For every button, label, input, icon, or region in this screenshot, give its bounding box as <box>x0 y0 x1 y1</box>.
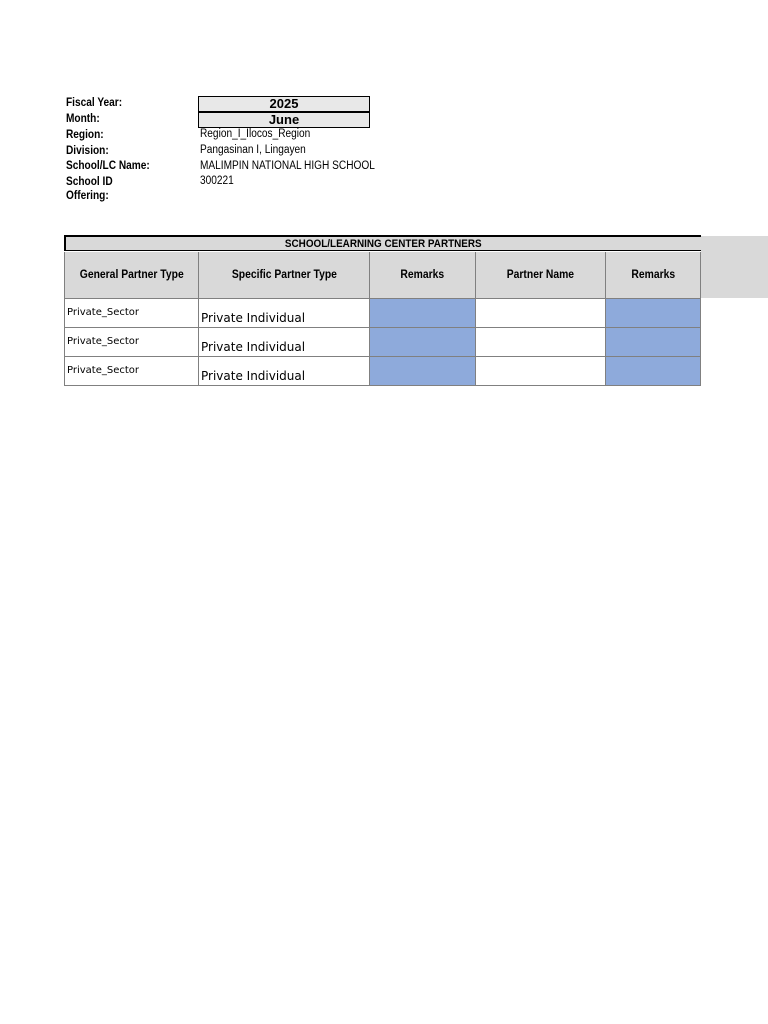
row-1-general-type[interactable]: Private_Sector <box>65 299 199 328</box>
row-1-partner-name[interactable] <box>476 299 606 328</box>
school-name-value: MALIMPIN NATIONAL HIGH SCHOOL <box>200 160 375 172</box>
header-remarks-2: Remarks <box>606 252 701 299</box>
header-specific-partner-type: Specific Partner Type <box>199 252 370 299</box>
row-3-general-type[interactable]: Private_Sector <box>65 357 199 386</box>
fiscal-year-field[interactable]: 2025 <box>198 96 370 112</box>
table-title-text: SCHOOL/LEARNING CENTER PARTNERS <box>285 238 482 250</box>
division-label: Division: <box>66 145 109 157</box>
header-remarks-1: Remarks <box>370 252 476 299</box>
row-2-partner-name[interactable] <box>476 328 606 357</box>
row-3-remarks-2[interactable] <box>606 357 701 386</box>
school-id-value: 300221 <box>200 175 234 187</box>
header-fill-extension <box>701 236 768 298</box>
month-label: Month: <box>66 113 100 125</box>
region-label: Region: <box>66 129 104 141</box>
fiscal-year-label: Fiscal Year: <box>66 97 123 109</box>
row-2-specific-type[interactable]: Private Individual <box>199 328 370 357</box>
school-id-label: School ID <box>66 176 113 188</box>
row-1-specific-type[interactable]: Private Individual <box>199 299 370 328</box>
region-value: Region_I_Ilocos_Region <box>200 128 311 140</box>
header-partner-name: Partner Name <box>476 252 606 299</box>
row-2-remarks-1[interactable] <box>370 328 476 357</box>
row-2-general-type[interactable]: Private_Sector <box>65 328 199 357</box>
month-field[interactable]: June <box>198 112 370 128</box>
school-name-label: School/LC Name: <box>66 160 150 172</box>
row-1-remarks-2[interactable] <box>606 299 701 328</box>
row-3-partner-name[interactable] <box>476 357 606 386</box>
row-2-remarks-2[interactable] <box>606 328 701 357</box>
division-value: Pangasinan I, Lingayen <box>200 144 306 156</box>
table-title <box>64 235 701 251</box>
row-1-remarks-1[interactable] <box>370 299 476 328</box>
row-3-remarks-1[interactable] <box>370 357 476 386</box>
header-general-partner-type: General Partner Type <box>65 252 199 299</box>
offering-label: Offering: <box>66 190 109 202</box>
row-3-specific-type[interactable]: Private Individual <box>199 357 370 386</box>
